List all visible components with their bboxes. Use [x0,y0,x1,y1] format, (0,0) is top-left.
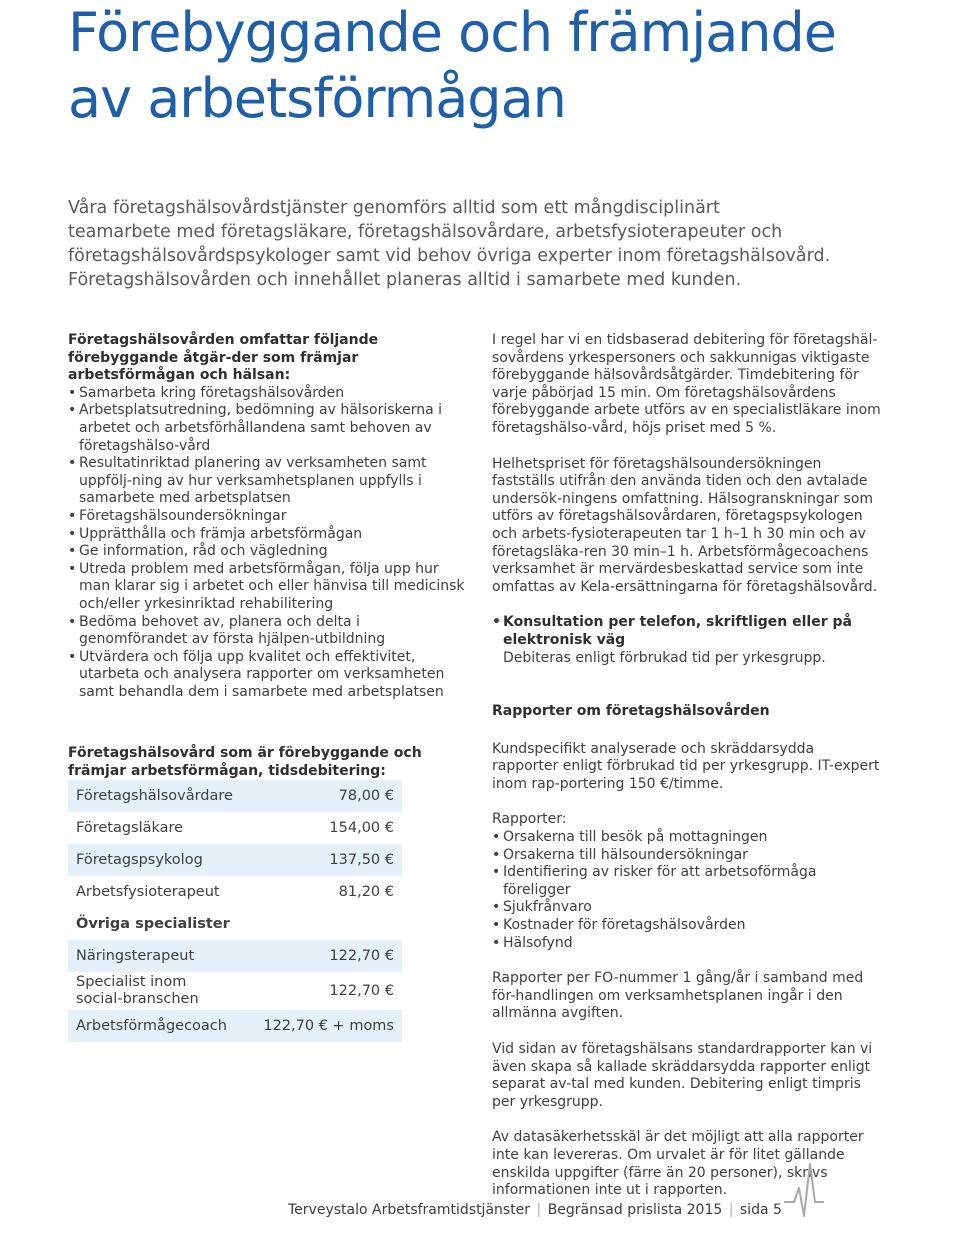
data-security-paragraph: Av datasäkerhetsskäl är det möjligt att alla rapporter inte kan levereras. Om urvalet är för litet gällande enskilda uppgifter (färre än 20 personer), skrivs informationen inte ut i rapporten. [492,1129,864,1199]
consultation-text: Debiteras enligt förbrukad tid per yrkesgrupp. [503,649,826,666]
reports-paragraph: Kundspecifikt analyserade och skräddarsydda rapporter enligt förbrukad tid per yrkesgrupp. IT-expert inom rap-portering 150 €/timme. [492,740,880,792]
consultation-item [492,614,882,667]
price-value: 122,70 € [329,948,394,964]
bullet-icon: • [492,614,501,631]
intro-line: företagshälsovårdspsykologer samt vid behov övriga experter inom företagshälsovård. [68,246,831,266]
intro-line: teamarbete med företagsläkare, företagshälsovårdare, arbetsfysioterapeuter och [68,222,783,242]
intro-paragraph [68,196,928,292]
footer-page-number: sida 5 [739,1202,782,1218]
list-item: • Resultatinriktad planering av verksamheten samt uppfölj-ning av hur verksamhetsplanen uppfylls i samarbete med arbetsplatsen [68,455,468,508]
specialists-label: Övriga specialister [76,916,230,932]
list-item: • Arbetsplatsutredning, bedömning av hälsoriskerna i arbetet och arbetsförhållandena samt behoven av företagshälso-vård [68,402,468,455]
left-column [68,332,468,781]
reports-heading: Rapporter om företagshälsovården [492,703,770,720]
price-name: Företagshälsovårdare [76,787,233,804]
pulse-heart-icon [784,1158,824,1226]
price-table [68,780,402,1042]
table-row [68,812,402,844]
title-line-2: av arbetsförmågan [68,67,566,130]
price-value: 122,70 € + moms [263,1018,394,1034]
price-name: Näringsterapeut [76,947,195,964]
list-item: • Utreda problem med arbetsförmågan, följa upp hur man klarar sig i arbetet och eller hänvisa till medicinsk och/eller yrkesinriktad rehabilitering [68,561,468,614]
price-value: 154,00 € [329,820,394,836]
list-item: • Upprätthålla och främja arbetsförmågan [68,526,468,544]
reports-list [492,829,882,952]
list-item: • Samarbeta kring företagshälsovården [68,385,468,403]
table-row [68,844,402,876]
list-item: • Orsakerna till hälsoundersökningar [492,847,882,865]
debit-paragraph: I regel har vi en tidsbaserad debitering för företagshäl-sovårdens yrkespersoners och sakkunnigas viktigaste förebyggande hälsovårdsåtgärder. Timdebitering för varje påbörjad 15 min. Om företagshälsovårdens förebyggande arbete utförs av en specialistläkare inom företagshälso-vård, höjs priset med 5 %. [492,332,881,436]
services-heading: Företagshälsovården omfattar följande förebyggande åtgär-der som främjar arbetsförmågan och hälsan: [68,332,379,384]
reports-label: Rapporter: [492,811,567,828]
price-name: Specialist inom social-branschen [76,974,199,1007]
custom-reports-paragraph: Vid sidan av företagshälsans standardrapporter kan vi även skapa så kallade skräddarsydda rapporter enligt separat av-tal med kunden. Debitering enligt timpris per yrkesgrupp. [492,1041,873,1110]
list-item: • Bedöma behovet av, planera och delta i genomförandet av första hjälpen-utbildning [68,614,468,649]
price-value: 137,50 € [329,852,394,868]
footer-separator: | [728,1202,734,1218]
list-item: • Företagshälsoundersökningar [68,508,468,526]
list-item: • Sjukfrånvaro [492,899,882,917]
footer-brand: Terveystalo Arbetsframtidstjänster [288,1202,531,1218]
footer [288,1202,782,1218]
footer-document: Begränsad prislista 2015 [547,1202,723,1218]
table-row [68,972,402,1010]
price-name: Företagspsykolog [76,851,203,868]
table-row [68,1010,402,1042]
list-item: • Orsakerna till besök på mottagningen [492,829,882,847]
list-item: • Ge information, råd och vägledning [68,543,468,561]
right-column [492,332,882,1200]
table-row [68,780,402,812]
reports-fee-paragraph: Rapporter per FO-nummer 1 gång/år i samband med för-handlingen om verksamhetsplanen ingår i den allmänna avgiften. [492,970,864,1022]
price-value: 81,20 € [338,884,394,900]
table-row [68,940,402,972]
table-row [68,876,402,908]
footer-separator: | [536,1202,542,1218]
consultation-title: Konsultation per telefon, skriftligen eller på elektronisk väg [503,614,852,648]
intro-line: Företagshälsovården och innehållet planeras alltid i samarbete med kunden. [68,270,742,290]
price-value: 122,70 € [329,983,394,999]
page-title [68,0,948,132]
list-item: • Identifiering av risker för att arbetsoförmåga föreligger [492,864,882,899]
price-name: Arbetsförmågecoach [76,1017,227,1034]
price-name: Arbetsfysioterapeut [76,883,220,900]
title-line-1: Förebyggande och främjande [68,1,837,64]
list-item: • Utvärdera och följa upp kvalitet och effektivitet, utarbeta och analysera rapporter om verksamheten samt behandla dem i samarbete med arbetsplatsen [68,649,468,702]
price-value: 78,00 € [338,788,394,804]
price-heading: Företagshälsovård som är förebyggande och främjar arbetsförmågan, tidsdebitering: [68,745,422,780]
price-name: Företagsläkare [76,819,184,836]
list-item: • Hälsofynd [492,935,882,953]
intro-line: Våra företagshälsovårdstjänster genomförs alltid som ett mångdisciplinärt [68,198,720,218]
list-item: • Kostnader för företagshälsovården [492,917,882,935]
health-check-paragraph: Helhetspriset för företagshälsoundersökningen fastställs utifrån den använda tiden och den avtalade undersök-ningens omfattning. Hälsogranskningar som utförs av företagshälsovårdaren, företagspsykologen och arbets-fysioterapeuten tar 1 h–1 h 30 min och av företagsläka-ren 30 min–1 h. Arbetsförmågecoachens verksamhet är mervärdesbeskattad service som inte omfattas av Kela-ersättningarna för företagshälsovård. [492,455,878,595]
services-list [68,385,468,702]
